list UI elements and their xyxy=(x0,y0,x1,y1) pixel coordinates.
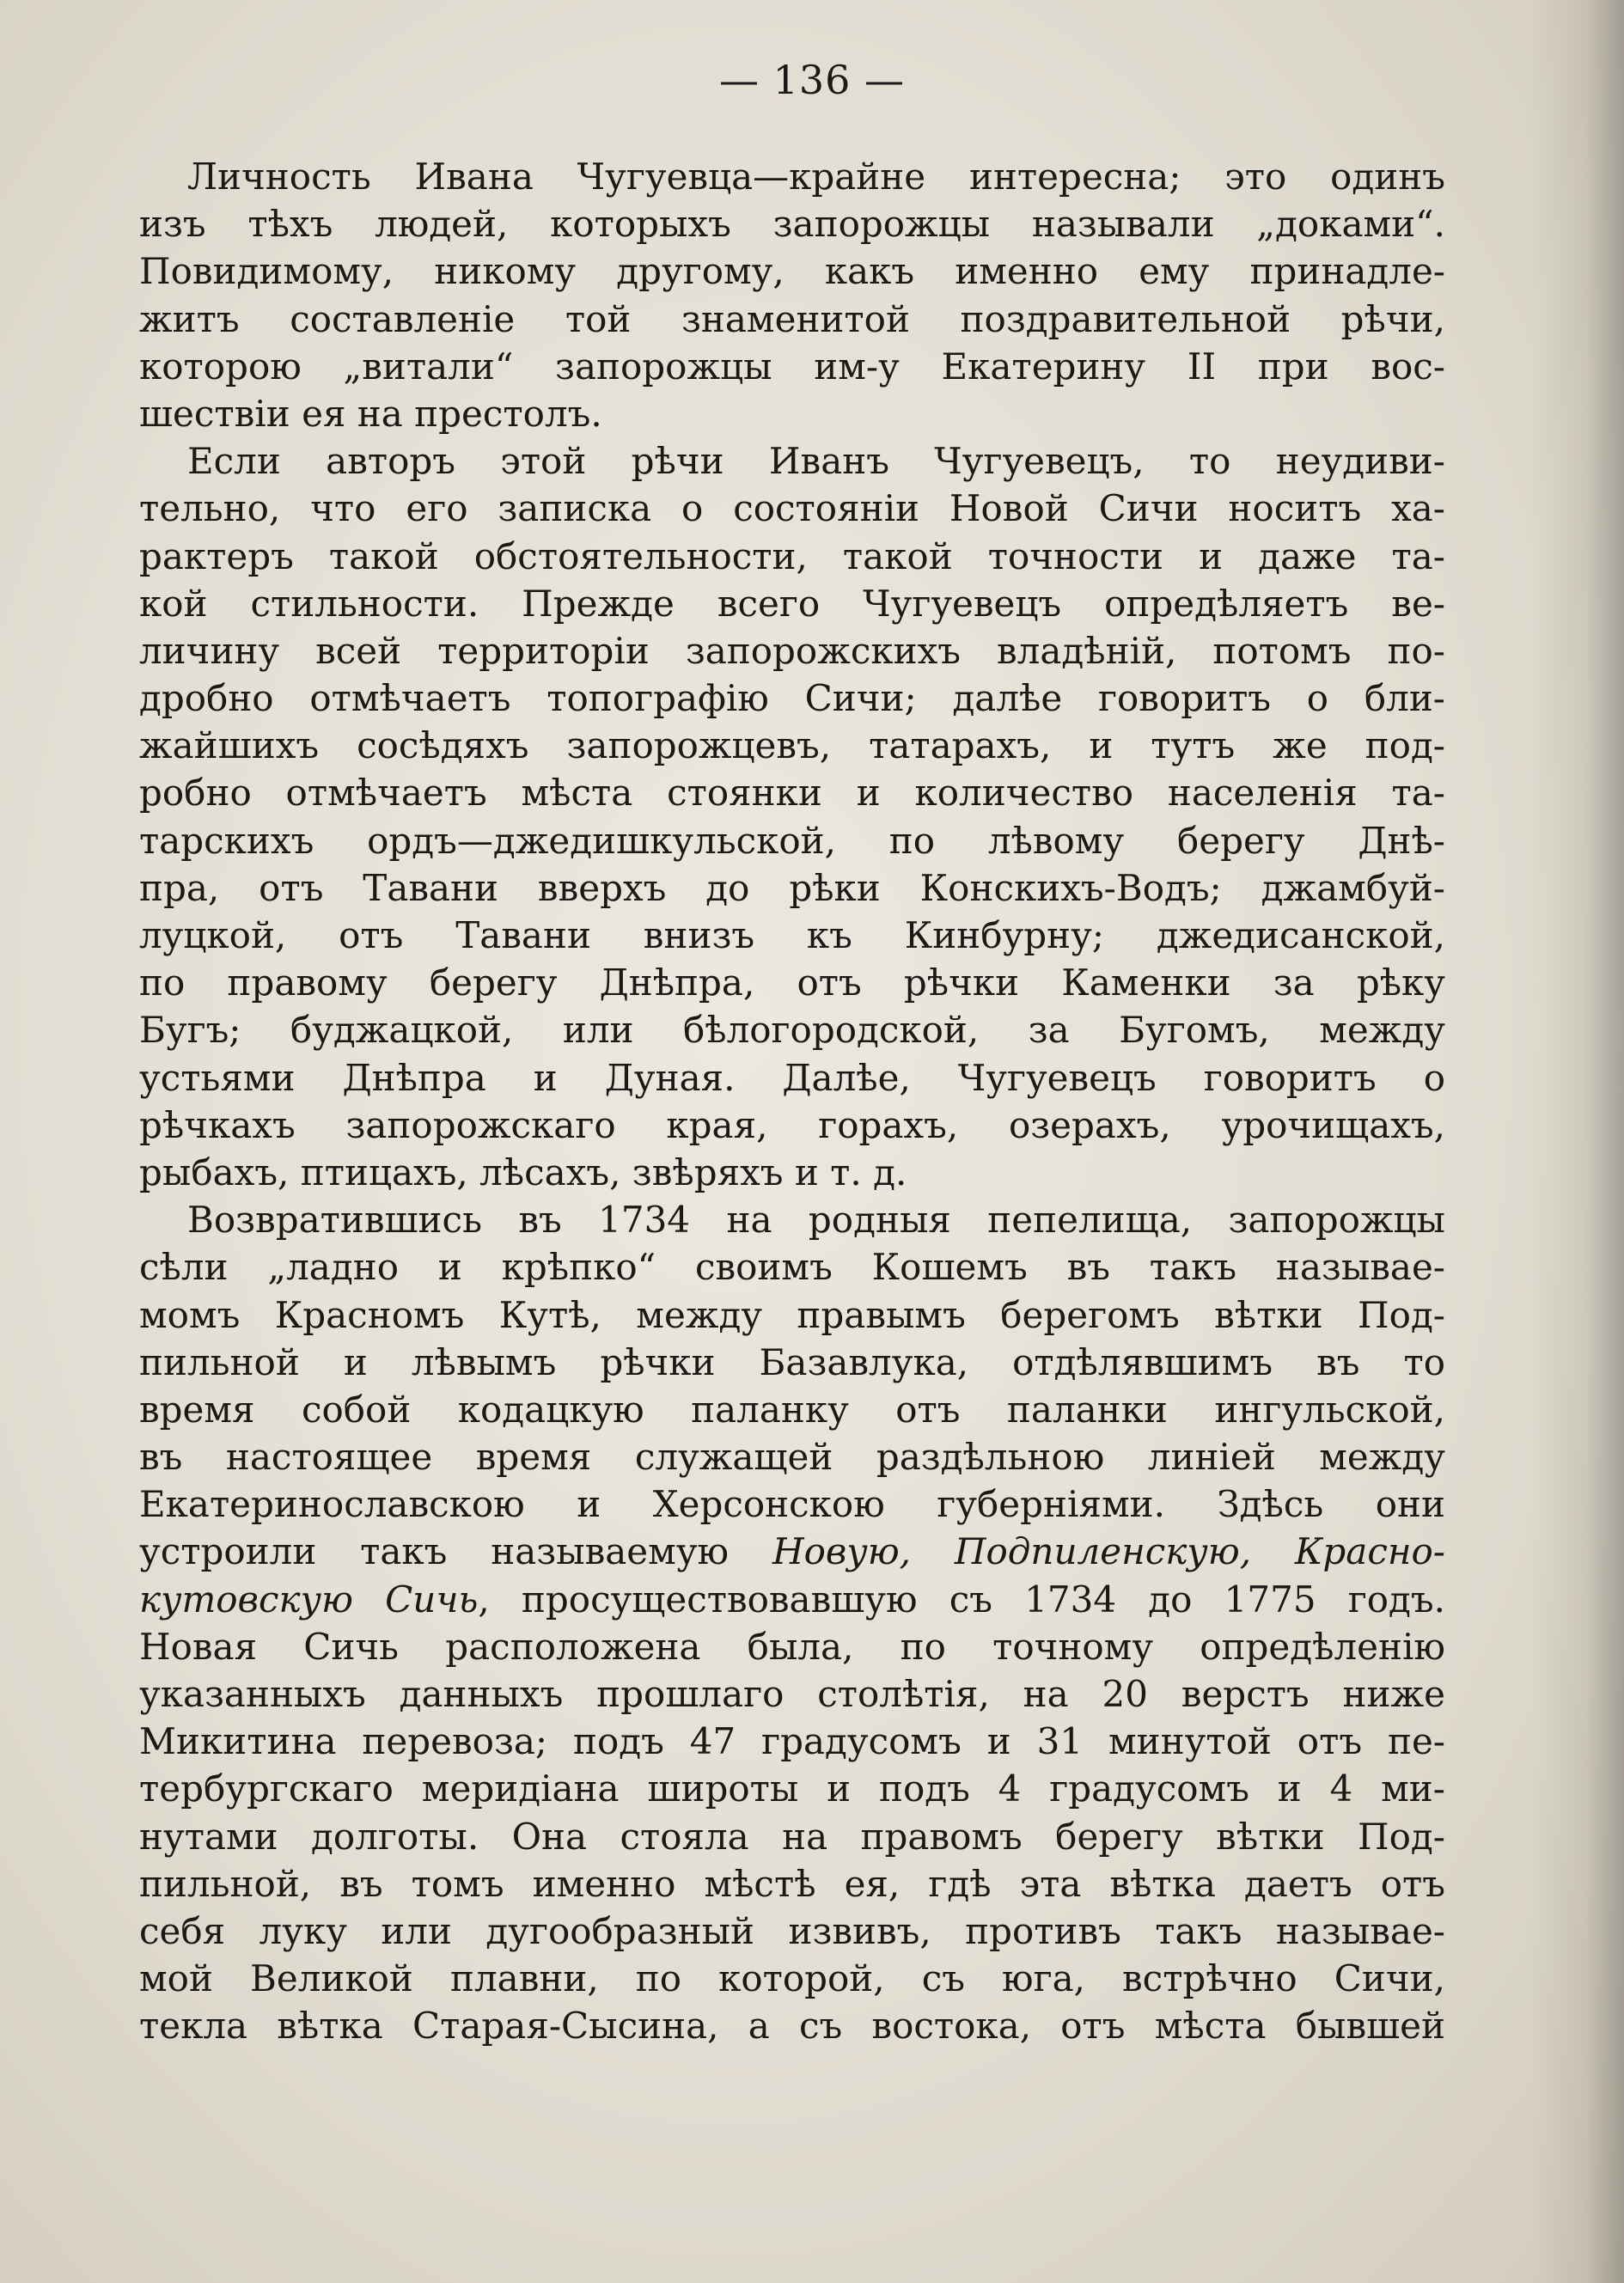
text-line: текла вѣтка Старая-Сысина, а съ востока, отъ мѣста бывшей xyxy=(139,2005,1445,2048)
text-line: въ настоящее время служащей раздѣльною линіей между xyxy=(139,1436,1445,1479)
text-line: тельно, что его записка о состояніи Новой Сичи носитъ ха- xyxy=(139,487,1445,530)
text-line: мой Великой плавни, по которой, съ юга, встрѣчно Сичи, xyxy=(139,1957,1445,2000)
text-line: шествіи ея на престолъ. xyxy=(139,392,602,435)
text-line: рыбахъ, птицахъ, лѣсахъ, звѣряхъ и т. д. xyxy=(139,1151,907,1193)
text-line: рактеръ такой обстоятельности, такой точности и даже та- xyxy=(139,534,1445,577)
text-line: сѣли „ладно и крѣпко“ своимъ Кошемъ въ такъ называе- xyxy=(139,1246,1445,1289)
text-line: Если авторъ этой рѣчи Иванъ Чугуевецъ, то неудиви- xyxy=(187,440,1445,483)
text-line: пра, отъ Тавани вверхъ до рѣки Конскихъ-Водъ; джамбуй- xyxy=(139,866,1445,909)
text-line: устьями Днѣпра и Дуная. Далѣе, Чугуевецъ говоритъ о xyxy=(139,1056,1445,1099)
text-line: по правому берегу Днѣпра, отъ рѣчки Каменки за рѣку xyxy=(139,961,1445,1004)
text-line: которою „витали“ запорожцы им-у Екатерину II при вос- xyxy=(139,345,1445,388)
text-line: жайшихъ сосѣдяхъ запорожцевъ, татарахъ, и тутъ же под- xyxy=(139,724,1445,767)
text-line: Возвратившись въ 1734 на родныя пепелища, запорожцы xyxy=(187,1199,1445,1242)
page-gutter-shadow xyxy=(1529,0,1624,2283)
text-line: Повидимому, никому другому, какъ именно ему принадле- xyxy=(139,250,1445,293)
page-number: — 136 — xyxy=(718,57,906,103)
text-line: указанныхъ данныхъ прошлаго столѣтія, на 20 верстъ ниже xyxy=(139,1673,1445,1715)
text-line: кутовскую Сичь, просуществовавшую съ 1734 до 1775 годъ. xyxy=(139,1578,1445,1621)
text-line: нутами долготы. Она стояла на правомъ берегу вѣтки Под- xyxy=(139,1815,1445,1858)
text-line: время собой кодацкую паланку отъ паланки ингульской, xyxy=(139,1388,1445,1431)
text-line: Екатеринославскою и Херсонскою губерніями. Здѣсь они xyxy=(139,1483,1445,1526)
text-line: пильной, въ томъ именно мѣстѣ ея, гдѣ эта вѣтка даетъ отъ xyxy=(139,1862,1445,1905)
text-line: житъ составленіе той знаменитой поздравительной рѣчи, xyxy=(139,297,1445,340)
text-line: Личность Ивана Чугуевца—крайне интересна; это одинъ xyxy=(187,156,1445,198)
text-line: дробно отмѣчаетъ топографію Сичи; далѣе говоритъ о бли- xyxy=(139,677,1445,720)
text-line: луцкой, отъ Тавани внизъ къ Кинбурну; джедисанской, xyxy=(139,914,1445,956)
text-line: Бугъ; буджацкой, или бѣлогородской, за Бугомъ, между xyxy=(139,1009,1445,1052)
text-line: Новая Сичь расположена была, по точному опредѣленію xyxy=(139,1625,1445,1668)
text-line: себя луку или дугообразный извивъ, противъ такъ называе- xyxy=(139,1909,1445,1952)
text-line: момъ Красномъ Кутѣ, между правымъ берегомъ вѣтки Под- xyxy=(139,1293,1445,1336)
text-line: устроили такъ называемую Новую, Подпиленскую, Красно- xyxy=(139,1530,1445,1573)
text-line: личину всей территоріи запорожскихъ владѣній, потомъ по- xyxy=(139,629,1445,672)
text-line: робно отмѣчаетъ мѣста стоянки и количество населенія та- xyxy=(139,772,1445,815)
text-line: пильной и лѣвымъ рѣчки Базавлука, отдѣлявшимъ въ то xyxy=(139,1340,1445,1383)
text-line: тарскихъ ордъ—джедишкульской, по лѣвому берегу Днѣ- xyxy=(139,819,1445,862)
text-line: рѣчкахъ запорожскаго края, горахъ, озерахъ, урочищахъ, xyxy=(139,1103,1445,1146)
body-text xyxy=(139,153,1445,2050)
text-line: изъ тѣхъ людей, которыхъ запорожцы называли „доками“. xyxy=(139,203,1445,246)
text-line: кой стильности. Прежде всего Чугуевецъ опредѣляетъ ве- xyxy=(139,582,1445,625)
text-line: Микитина перевоза; подъ 47 градусомъ и 31 минутой отъ пе- xyxy=(139,1720,1445,1763)
text-line: тербургскаго меридіана широты и подъ 4 градусомъ и 4 ми- xyxy=(139,1767,1445,1810)
